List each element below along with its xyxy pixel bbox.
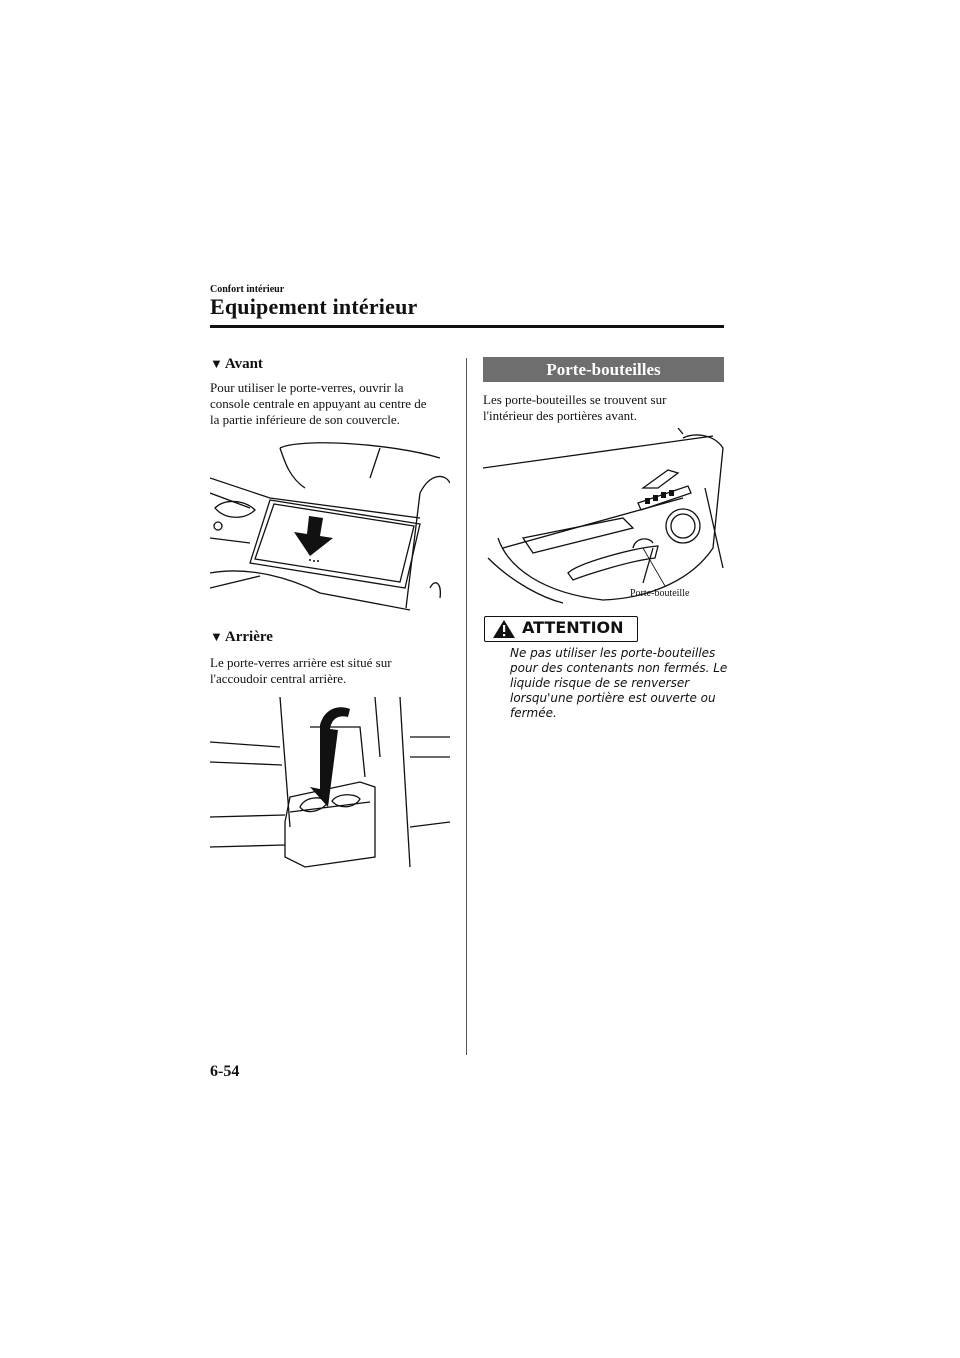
attention-label: ATTENTION	[522, 618, 624, 637]
bottle-text-line: Les porte-bouteilles se trouvent sur	[483, 392, 667, 407]
front-text	[210, 380, 427, 428]
front-text-line: la partie inférieure de son couvercle.	[210, 412, 400, 427]
attention-text	[510, 646, 727, 721]
bottle-holder-text	[483, 392, 666, 424]
rear-text-line: Le porte-verres arrière est situé sur	[210, 655, 392, 670]
rear-text-line: l'accoudoir central arrière.	[210, 671, 347, 686]
front-text-line: console centrale en appuyant au centre de	[210, 396, 427, 411]
title-rule	[210, 325, 724, 328]
front-console-illustration	[210, 438, 450, 613]
attention-text-line: lorsqu'une portière est ouverte ou	[510, 691, 716, 705]
column-divider	[466, 358, 467, 1055]
section-title-bar: Porte-bouteilles	[483, 357, 724, 382]
attention-text-line: pour des contenants non fermés. Le	[510, 661, 728, 675]
callout-label: Porte-bouteille	[630, 588, 690, 599]
triangle-down-icon: ▼	[210, 356, 223, 371]
attention-text-line: fermée.	[510, 706, 557, 720]
subheading-front: ▼ Avant	[210, 356, 263, 372]
bottle-text-line: l'intérieur des portières avant.	[483, 408, 637, 423]
door-panel-illustration	[483, 428, 728, 608]
rear-armrest-illustration	[210, 697, 450, 877]
attention-text-line: liquide risque de se renverser	[510, 676, 690, 690]
warning-triangle-icon	[492, 619, 516, 639]
front-text-line: Pour utiliser le porte-verres, ouvrir la	[210, 380, 404, 395]
page-number: 6-54	[210, 1063, 240, 1080]
triangle-down-icon: ▼	[210, 629, 223, 644]
attention-text-line: Ne pas utiliser les porte-bouteilles	[510, 646, 716, 660]
subheading-rear: ▼ Arrière	[210, 629, 273, 645]
chapter-label: Confort intérieur	[210, 284, 285, 295]
rear-text	[210, 655, 392, 687]
page-title: Equipement intérieur	[210, 294, 418, 319]
